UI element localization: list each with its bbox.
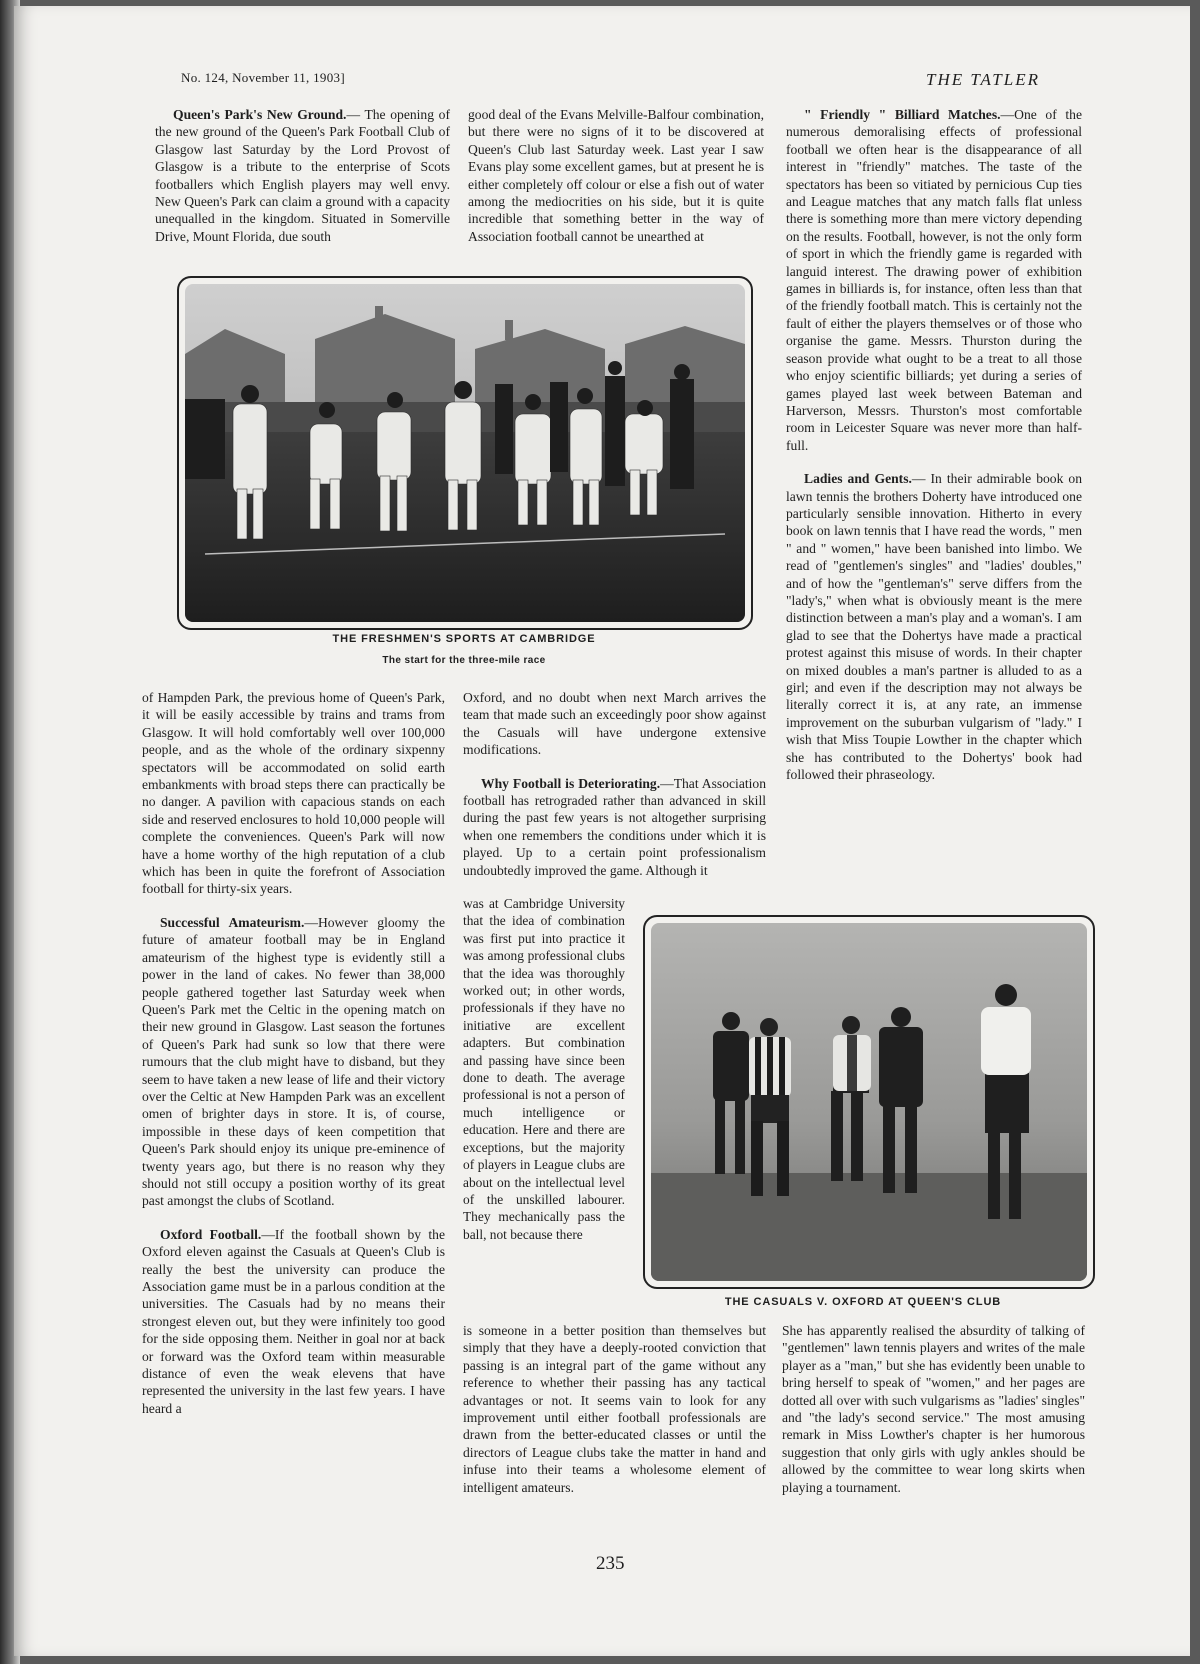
casuals-oxford-image <box>651 923 1087 1281</box>
page-number: 235 <box>596 1553 625 1574</box>
article-heading: Ladies and Gents. <box>804 471 912 487</box>
issue-line: No. 124, November 11, 1903] <box>181 70 345 85</box>
article-text: — In their admirable book on lawn tennis the brothers Doherty have introduced one particularly sensible innovation. Hitherto in every book on lawn tennis that I have read the words, " men " and " women," have been banished into limbo. We read of "gentlemen's singles" and "ladies' doubles," and of how the "gentleman's" serve differs from the "lady's," when what is obviously meant is the mere distinction between a man's play and a woman's. I am glad to see that the Dohertys have made a practical protest against this misuse of words. In their chapter on mixed doubles a man's partner is alluded to as a girl; and even if the description may not always be literally correct it is, at any rate, an immense improvement on the suburban vulgarism of "lady." I wish that Miss Toupie Lowther in the chapter which she has contributed to the Dohertys' book had followed their phraseology. <box>786 471 1082 783</box>
casuals-photo-caption: THE CASUALS V. OXFORD AT QUEEN'S CLUB <box>724 1296 1002 1308</box>
column-3-bottom <box>782 1322 1085 1496</box>
article-text: —However gloomy the future of amateur football may be in England amateurism of the highest type is evidently still a power in the land of cakes. No fewer than 38,000 people gathered together last Saturday week when Queen's Park met the Celtic in the opening match on their new ground in Glasgow. Last season the fortunes of Queen's Park had sunk so low that there were rumours that the club might have to disband, but they seem to have taken a new lease of life and their victory over the Celtic at New Hampden Park was an excellent omen of brighter days in store. It is, of course, impossible in these days of keen competition that Queen's Park should enjoy its unique pre-eminence of twenty years ago, but there is no reason why they should not still occupy a position worthy of its great past amongst the clubs of Scotland. <box>142 914 445 1209</box>
article-text: —That Association football has retrograded rather than advanced in skill during the past few years is not altogether surprising when one remembers the conditions under which it is played. Up to a certain point professionalism undoubtedly improved the game. Although it <box>463 775 766 878</box>
article-heading: Oxford Football. <box>160 1226 262 1242</box>
article-text: — The opening of the new ground of the Queen's Park Football Club of Glasgow last Saturday by the Lord Provost of Glasgow is a tribute to the enterprise of Scots footballers which English players may well envy. New Queen's Park can claim a ground with a capacity unequalled in the kingdom. Situated in Somerville Drive, Mount Florida, due south <box>155 107 450 244</box>
cambridge-sports-image <box>185 284 745 622</box>
article-queens-park-intro <box>155 106 450 245</box>
article-text: good deal of the Evans Melville-Balfour combination, but there were no signs of it to be discovered at Queen's Club last Saturday week. Last year I saw Evans play some excellent games, but at present he is either completely off colour or else a fish out of water among the mediocrities on his side, but it is quite incredible that something better in the way of Association football cannot be unearthed at <box>468 107 764 244</box>
article-text: is someone in a better position than themselves but simply that they have a deeply-rooted conviction that passing is an integral part of the game without any reference to whether their passing has any tactical advantages or not. It seems vain to look for any improvement until either football professionals are drawn from the better-educated classes or until the directors of League clubs take the matter in hand and infuse into their teams a wholesome element of intelligent amateurs. <box>463 1323 766 1495</box>
article-heading: Why Football is Deteriorating. <box>481 775 661 791</box>
cambridge-sports-photo <box>177 276 753 630</box>
article-text: —One of the numerous demoralising effects of professional football we often hear is the disappearance of all interest in "friendly" matches. The taste of the spectators has been so vitiated by pernicious Cup ties and League matches that any match falls flat unless there is something more than mere victory depending on the results. Football, however, is not the only form of sport in which the friendly game is regarded with languid interest. The drawing power of exhibition games in billiards is, for instance, often less than that of the friendly football match. This is certainly not the fault of either the players themselves or of those who organise the game. Messrs. Thurston during the season provide what ought to be a treat to all those who enjoy scientific billiards; yet during a series of games played last week between Bateman and Harverson, Messrs. Thurston's most comfortable room in Leicester Square was never more than half-full. <box>786 107 1082 453</box>
magazine-title: THE TATLER <box>926 70 1040 89</box>
casuals-oxford-photo <box>643 915 1095 1289</box>
article-oxford-continuation <box>468 106 764 245</box>
article-text: of Hampden Park, the previous home of Queen's Park, it will be easily accessible by trains and trams from Glasgow. It will hold comfortably well over 100,000 people, and as the whole of the ordinary sixpenny spectators will be accommodated on solid earth embankments with broad steps there can practically be no danger. A pavilion with capacious stands on each side and reserved enclosures to hold 10,000 people will complete the conveniences. Queen's Park will now have a home worthy of the high reputation of a club which has been in quite the forefront of Association football for thirty-six years. <box>142 690 445 897</box>
article-heading: " Friendly " Billiard Matches. <box>804 107 1001 122</box>
article-text: was at Cambridge University that the idea of combination was first put into practice it was among professional clubs that the idea was thoroughly worked out; in other words, professionals if they have no initiative are excellent adapters. But combination and passing have since been done to death. The average professional is not a person of much intelligence or education. Here and there are exceptions, but the majority of players in League clubs are about on the intellectual level of the unskilled labourer. They mechanically pass the ball, not because there <box>463 896 625 1242</box>
article-text: She has apparently realised the absurdity of talking of "gentlemen" lawn tennis players and writes of the male player as a "man," but she has evidently been unable to bring herself to speak of "women," and her pages are dotted all over with such vulgarisms as "ladies' singles" and "the lady's second service." The most amusing remark in Miss Lowther's chapter is her humorous suggestion that only girls with ugly ankles should be allowed by the committee to wear long skirts when playing a tournament. <box>782 1323 1085 1495</box>
column-2-bottom <box>463 1322 766 1496</box>
column-1-lower <box>142 689 445 1417</box>
article-text: Oxford, and no doubt when next March arrives the team that made such an exceedingly poor show against the Casuals will have undergone extensive modifications. <box>463 690 766 758</box>
article-billiards <box>786 106 1082 783</box>
article-heading: Successful Amateurism. <box>160 914 305 930</box>
cambridge-photo-subcaption: The start for the three-mile race <box>382 655 546 666</box>
column-2-lower <box>463 689 766 879</box>
article-heading: Queen's Park's New Ground. <box>173 107 347 122</box>
cambridge-photo-caption: THE FRESHMEN'S SPORTS AT CAMBRIDGE <box>332 633 596 645</box>
article-text: —If the football shown by the Oxford eleven against the Casuals at Queen's Club is really the best the university can produce the Association game must be in a parlous condition at the universities. The Casuals had by no means their strongest eleven out, but they were infinitely too good for the side opposing them. Neither in goal nor at back or forward was the Oxford team within measurable distance of even the weak elevens that have represented the university in the last few years. I have heard a <box>142 1226 445 1416</box>
column-2-narrow <box>463 895 625 1243</box>
